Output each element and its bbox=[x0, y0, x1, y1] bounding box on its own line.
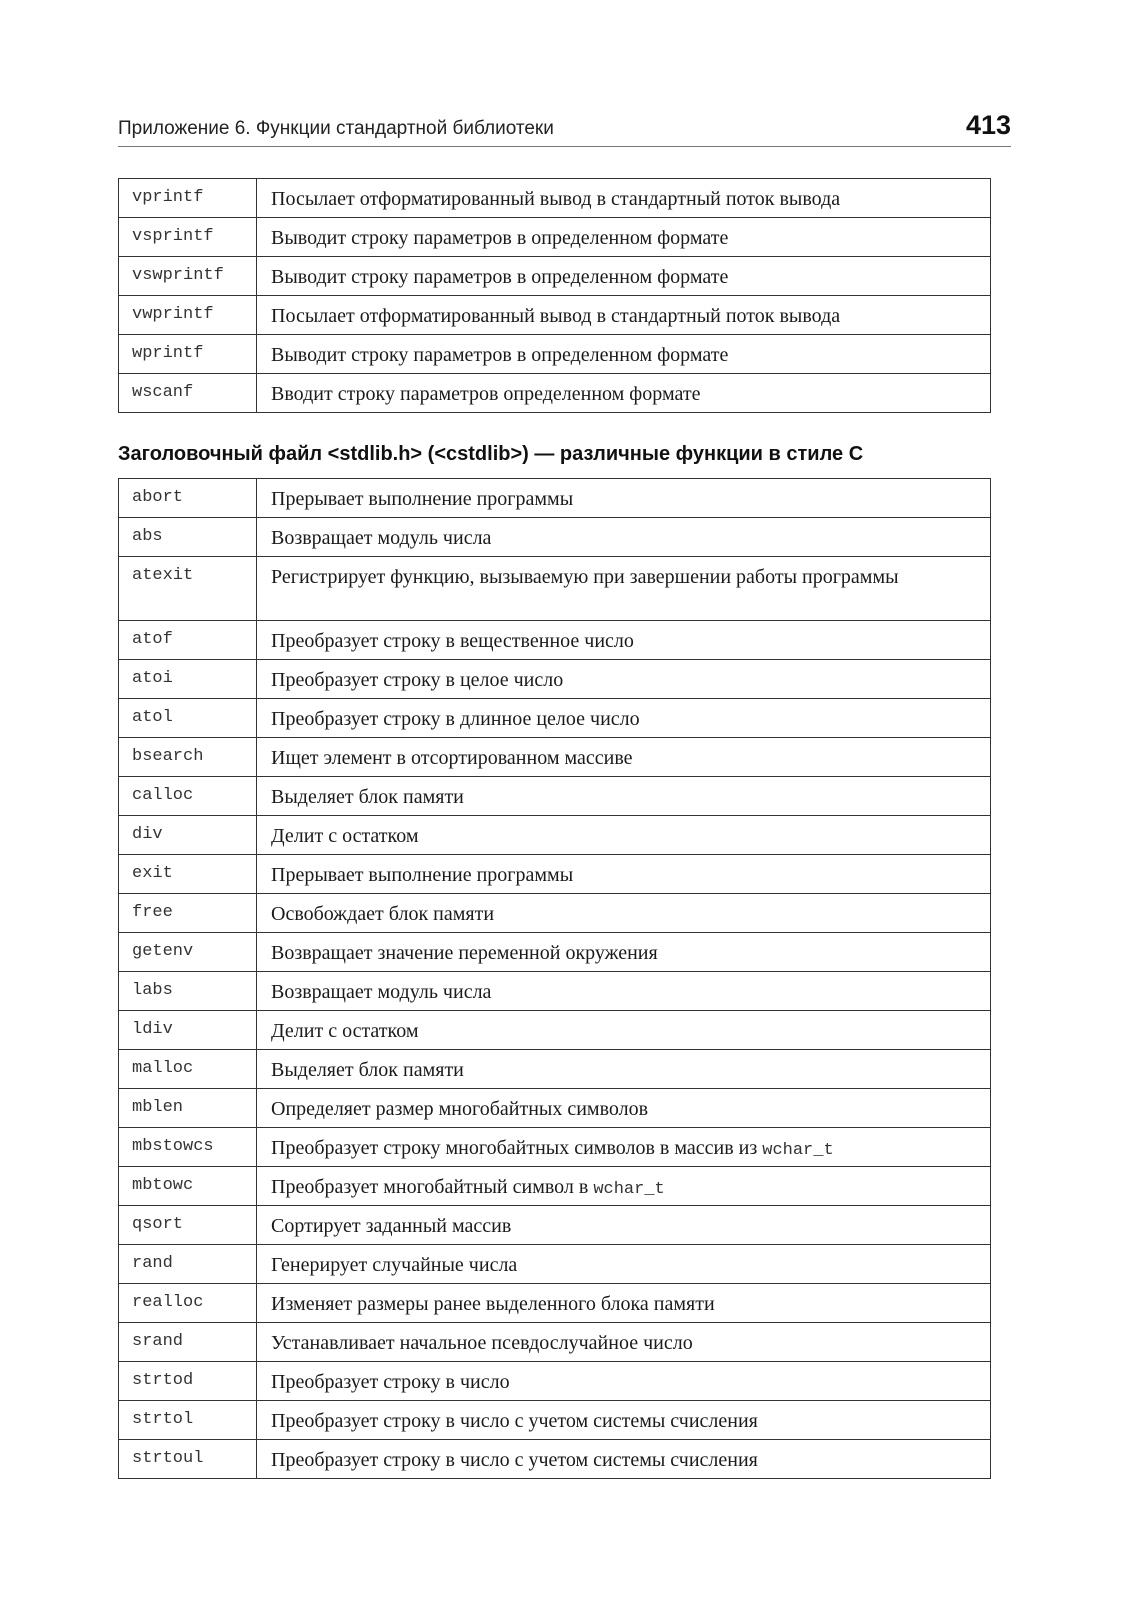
function-description-cell bbox=[257, 816, 991, 855]
description-text: Преобразует строку в число с учетом системы счисления bbox=[271, 1410, 758, 1432]
printf-functions-table bbox=[118, 178, 991, 413]
description-text: Регистрирует функцию, вызываемую при завершении работы программы bbox=[271, 566, 899, 588]
function-description-cell bbox=[257, 1362, 991, 1401]
table-row bbox=[119, 257, 991, 296]
function-name-cell: calloc bbox=[119, 777, 257, 816]
function-name-cell: mbtowc bbox=[119, 1167, 257, 1206]
table-row bbox=[119, 179, 991, 218]
function-description-cell bbox=[257, 1167, 991, 1206]
description-text: Преобразует строку многобайтных символов в массив из bbox=[271, 1137, 758, 1159]
function-name-cell: abs bbox=[119, 518, 257, 557]
page-number: 413 bbox=[965, 110, 1011, 140]
function-name-cell: vprintf bbox=[119, 179, 257, 218]
table-row bbox=[119, 894, 991, 933]
table-row bbox=[119, 479, 991, 518]
function-name-cell: labs bbox=[119, 972, 257, 1011]
function-description-cell bbox=[257, 660, 991, 699]
description-text: Возвращает модуль числа bbox=[271, 527, 492, 549]
description-text: Изменяет размеры ранее выделенного блока памяти bbox=[271, 1293, 715, 1315]
table-row bbox=[119, 1440, 991, 1479]
table-row bbox=[119, 1167, 991, 1206]
function-description-cell bbox=[257, 738, 991, 777]
description-text: Сортирует заданный массив bbox=[271, 1215, 512, 1237]
table-row bbox=[119, 557, 991, 621]
function-name-cell: getenv bbox=[119, 933, 257, 972]
function-name-cell: wscanf bbox=[119, 374, 257, 413]
description-text: Преобразует многобайтный символ в bbox=[271, 1176, 589, 1198]
description-text: Генерирует случайные числа bbox=[271, 1254, 518, 1276]
function-description-cell bbox=[257, 1011, 991, 1050]
function-name-cell: atol bbox=[119, 699, 257, 738]
table-row bbox=[119, 1323, 991, 1362]
function-name-cell: vswprintf bbox=[119, 257, 257, 296]
function-description-cell bbox=[257, 257, 991, 296]
function-name-cell: bsearch bbox=[119, 738, 257, 777]
function-description-cell bbox=[257, 296, 991, 335]
function-description-cell bbox=[257, 557, 991, 621]
table-row bbox=[119, 1011, 991, 1050]
table-row bbox=[119, 335, 991, 374]
description-text: Выделяет блок памяти bbox=[271, 786, 464, 808]
table-row bbox=[119, 1128, 991, 1167]
table-row bbox=[119, 1050, 991, 1089]
description-text: Преобразует строку в вещественное число bbox=[271, 630, 634, 652]
function-description-cell bbox=[257, 335, 991, 374]
table-row bbox=[119, 1089, 991, 1128]
function-name-cell: rand bbox=[119, 1245, 257, 1284]
function-name-cell: strtoul bbox=[119, 1440, 257, 1479]
description-text: Устанавливает начальное псевдослучайное число bbox=[271, 1332, 693, 1354]
table-row bbox=[119, 518, 991, 557]
table-row bbox=[119, 374, 991, 413]
function-description-cell bbox=[257, 1089, 991, 1128]
description-text: Делит с остатком bbox=[271, 825, 419, 847]
function-name-cell: mblen bbox=[119, 1089, 257, 1128]
function-description-cell bbox=[257, 933, 991, 972]
table-row bbox=[119, 1401, 991, 1440]
description-text: Преобразует строку в число с учетом системы счисления bbox=[271, 1449, 758, 1471]
function-name-cell: qsort bbox=[119, 1206, 257, 1245]
table-row bbox=[119, 1245, 991, 1284]
description-text: Преобразует строку в число bbox=[271, 1371, 510, 1393]
description-text: Освобождает блок памяти bbox=[271, 903, 495, 925]
description-text: Вводит строку параметров определенном формате bbox=[271, 383, 701, 405]
table-row bbox=[119, 1284, 991, 1323]
function-name-cell: vsprintf bbox=[119, 218, 257, 257]
table-row bbox=[119, 972, 991, 1011]
function-name-cell: strtol bbox=[119, 1401, 257, 1440]
function-name-cell: wprintf bbox=[119, 335, 257, 374]
function-description-cell bbox=[257, 1323, 991, 1362]
chapter-title: Приложение 6. Функции стандартной библиотеки bbox=[118, 118, 554, 139]
function-name-cell: div bbox=[119, 816, 257, 855]
description-text: Посылает отформатированный вывод в стандартный поток вывода bbox=[271, 305, 841, 327]
function-description-cell bbox=[257, 374, 991, 413]
description-text: Определяет размер многобайтных символов bbox=[271, 1098, 649, 1120]
table-row bbox=[119, 296, 991, 335]
table-row bbox=[119, 816, 991, 855]
function-description-cell bbox=[257, 1401, 991, 1440]
table-row bbox=[119, 855, 991, 894]
function-description-cell bbox=[257, 894, 991, 933]
function-description-cell bbox=[257, 1050, 991, 1089]
function-name-cell: mbstowcs bbox=[119, 1128, 257, 1167]
description-text: Выводит строку параметров в определенном формате bbox=[271, 266, 729, 288]
description-text: Выводит строку параметров в определенном формате bbox=[271, 227, 729, 249]
table-row bbox=[119, 660, 991, 699]
running-header bbox=[118, 108, 1011, 147]
function-name-cell: strtod bbox=[119, 1362, 257, 1401]
function-description-cell bbox=[257, 1128, 991, 1167]
function-description-cell bbox=[257, 179, 991, 218]
table-row bbox=[119, 1206, 991, 1245]
type-name-code: wchar_t bbox=[593, 1180, 665, 1199]
description-text: Возвращает значение переменной окружения bbox=[271, 942, 658, 964]
function-description-cell bbox=[257, 1245, 991, 1284]
table-row bbox=[119, 621, 991, 660]
description-text: Ищет элемент в отсортированном массиве bbox=[271, 747, 633, 769]
function-description-cell bbox=[257, 518, 991, 557]
function-description-cell bbox=[257, 218, 991, 257]
function-description-cell bbox=[257, 855, 991, 894]
function-name-cell: atof bbox=[119, 621, 257, 660]
description-text: Возвращает модуль числа bbox=[271, 981, 492, 1003]
function-name-cell: malloc bbox=[119, 1050, 257, 1089]
description-text: Делит с остатком bbox=[271, 1020, 419, 1042]
stdlib-functions-table bbox=[118, 478, 991, 1479]
function-description-cell bbox=[257, 479, 991, 518]
table-row bbox=[119, 699, 991, 738]
function-name-cell: realloc bbox=[119, 1284, 257, 1323]
description-text: Прерывает выполнение программы bbox=[271, 864, 574, 886]
function-name-cell: srand bbox=[119, 1323, 257, 1362]
function-description-cell bbox=[257, 621, 991, 660]
function-name-cell: atoi bbox=[119, 660, 257, 699]
function-description-cell bbox=[257, 1284, 991, 1323]
description-text: Выводит строку параметров в определенном формате bbox=[271, 344, 729, 366]
description-text: Преобразует строку в длинное целое число bbox=[271, 708, 640, 730]
section-heading: Заголовочный файл <stdlib.h> (<cstdlib>) — различные функции в стиле C bbox=[118, 443, 864, 465]
function-name-cell: ldiv bbox=[119, 1011, 257, 1050]
function-description-cell bbox=[257, 1440, 991, 1479]
table-row bbox=[119, 218, 991, 257]
function-name-cell: exit bbox=[119, 855, 257, 894]
function-description-cell bbox=[257, 972, 991, 1011]
function-description-cell bbox=[257, 777, 991, 816]
table-row bbox=[119, 933, 991, 972]
description-text: Прерывает выполнение программы bbox=[271, 488, 574, 510]
description-text: Посылает отформатированный вывод в стандартный поток вывода bbox=[271, 188, 841, 210]
function-description-cell bbox=[257, 1206, 991, 1245]
type-name-code: wchar_t bbox=[762, 1141, 834, 1160]
function-name-cell: abort bbox=[119, 479, 257, 518]
description-text: Преобразует строку в целое число bbox=[271, 669, 564, 691]
function-name-cell: vwprintf bbox=[119, 296, 257, 335]
function-name-cell: atexit bbox=[119, 557, 257, 621]
function-name-cell: free bbox=[119, 894, 257, 933]
table-row bbox=[119, 738, 991, 777]
description-text: Выделяет блок памяти bbox=[271, 1059, 464, 1081]
table-row bbox=[119, 1362, 991, 1401]
table-row bbox=[119, 777, 991, 816]
function-description-cell bbox=[257, 699, 991, 738]
